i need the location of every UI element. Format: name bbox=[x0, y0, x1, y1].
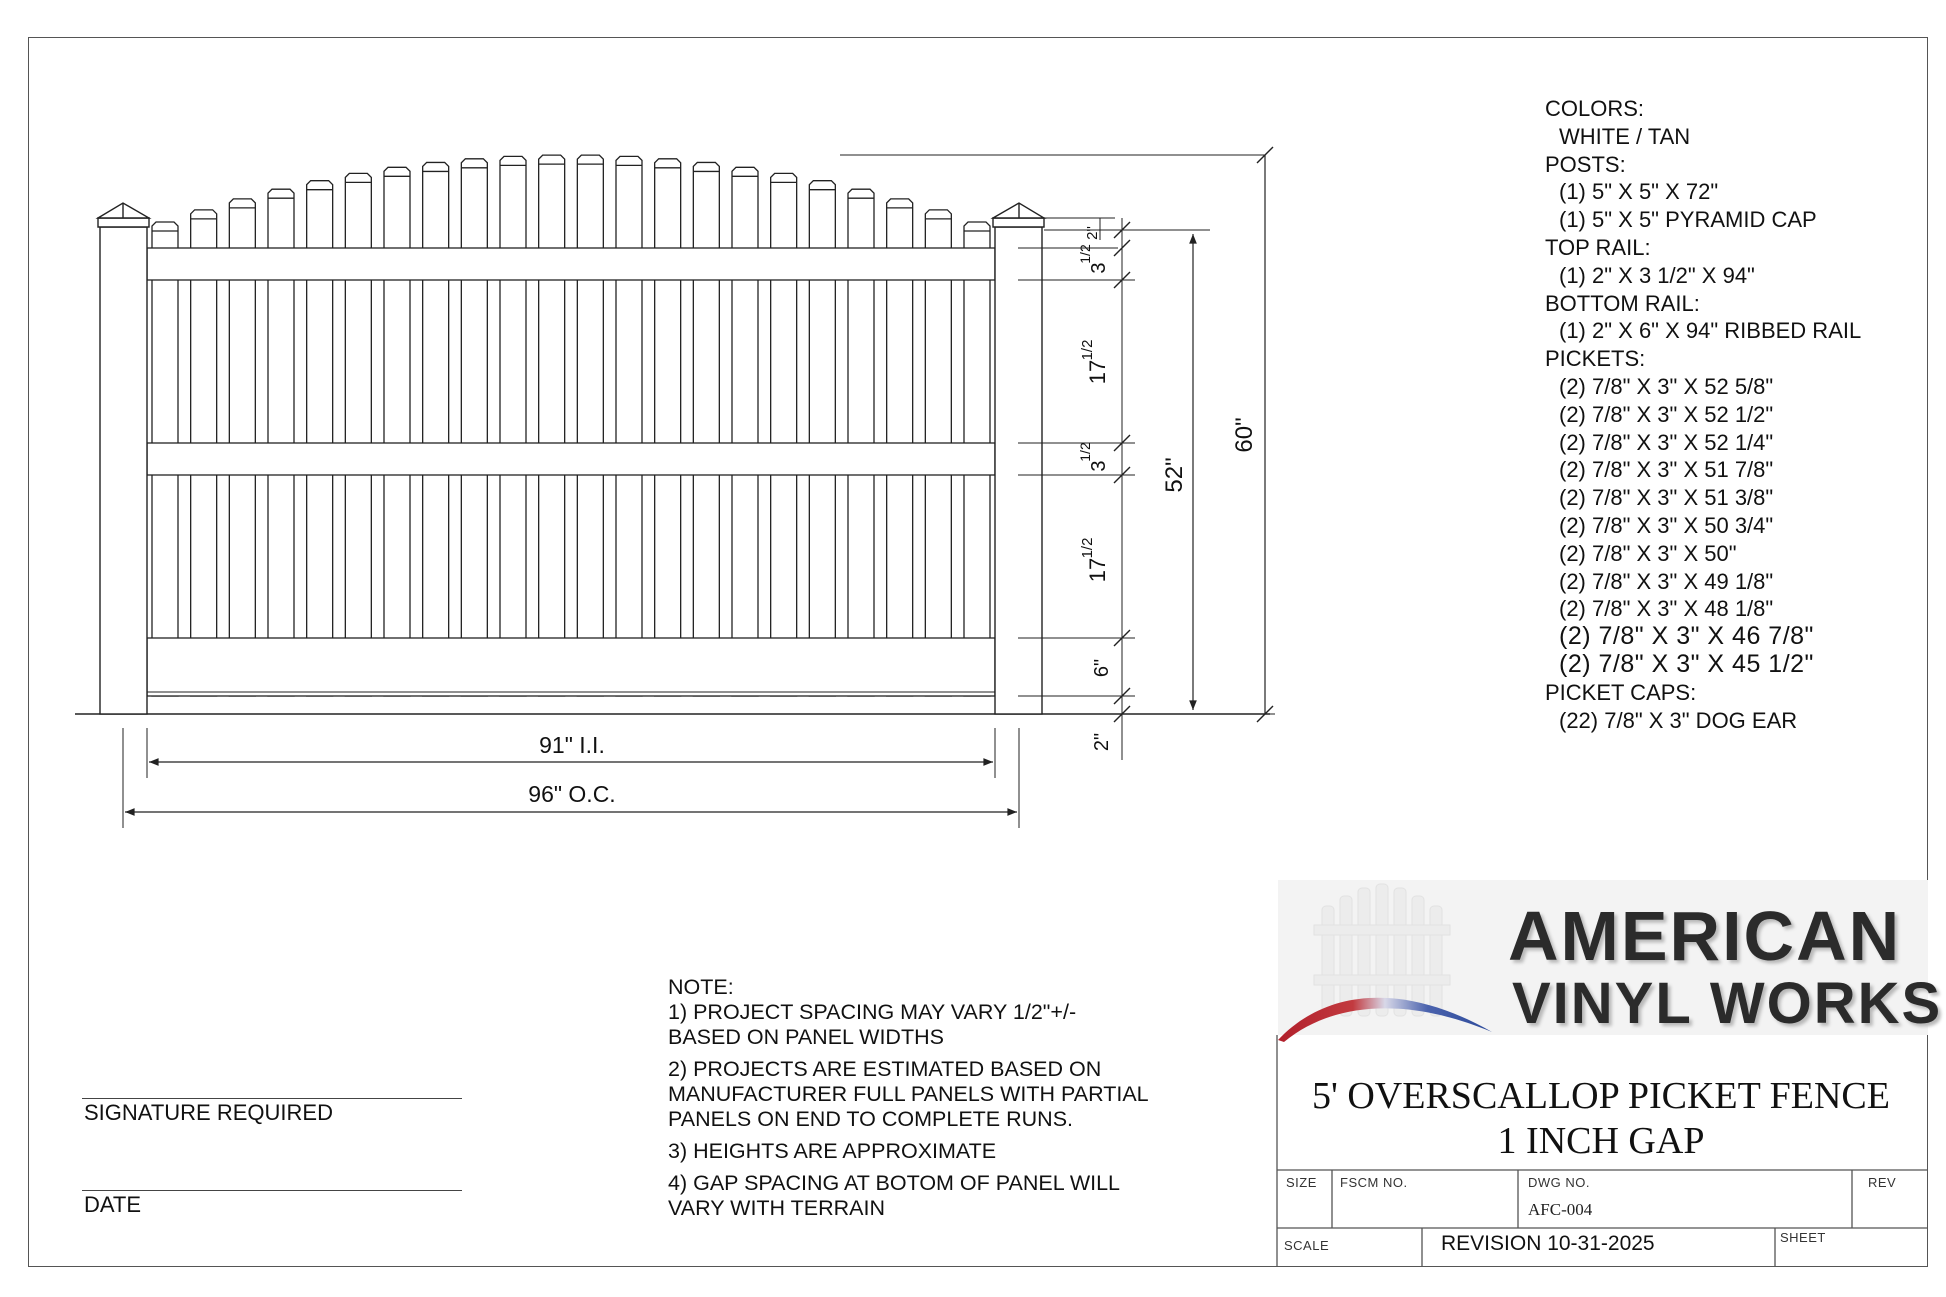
dim-52-text: 52" bbox=[1161, 457, 1188, 493]
scale-label: SCALE bbox=[1284, 1238, 1330, 1253]
picket-item: (2) 7/8" X 3" X 50" bbox=[1559, 540, 1737, 566]
dim-91-text: 91" I.I. bbox=[539, 732, 605, 758]
picket-item: (2) 7/8" X 3" X 49 1/8" bbox=[1559, 568, 1774, 594]
note-line: 1) PROJECT SPACING MAY VARY 1/2"+/- bbox=[668, 1000, 1077, 1024]
picket bbox=[616, 156, 642, 696]
date-line[interactable] bbox=[82, 1190, 462, 1191]
picket-item: (2) 7/8" X 3" X 48 1/8" bbox=[1559, 596, 1774, 622]
note-item bbox=[668, 1171, 1149, 1221]
top-rail bbox=[147, 248, 995, 280]
picket-item: (2) 7/8" X 3" X 51 7/8" bbox=[1559, 457, 1774, 483]
svg-text:1/2: 1/2 bbox=[1079, 339, 1096, 361]
dim-bottom-rail-text: 6" bbox=[1091, 658, 1113, 678]
logo-line2: VINYL WORKS bbox=[1512, 971, 1943, 1036]
signature-line[interactable] bbox=[82, 1098, 462, 1099]
picket-caps-value: (22) 7/8" X 3" DOG EAR bbox=[1559, 707, 1798, 733]
bottom-rail-label: BOTTOM RAIL: bbox=[1545, 290, 1700, 316]
note-line: BASED ON PANEL WIDTHS bbox=[668, 1025, 944, 1049]
note-line: 2) PROJECTS ARE ESTIMATED BASED ON bbox=[668, 1057, 1102, 1081]
dim-96-text: 96" O.C. bbox=[528, 781, 616, 807]
picket-item: (2) 7/8" X 3" X 52 5/8" bbox=[1559, 373, 1774, 399]
note-line: MANUFACTURER FULL PANELS WITH PARTIAL bbox=[668, 1082, 1149, 1106]
logo-line1: AMERICAN bbox=[1508, 897, 1902, 975]
dim-ground-gap-text: 2" bbox=[1091, 732, 1113, 752]
picket-caps-label: PICKET CAPS: bbox=[1545, 679, 1697, 705]
posts-item: (1) 5" X 5" X 72" bbox=[1559, 179, 1719, 205]
sheet-label: SHEET bbox=[1780, 1230, 1826, 1245]
note-item bbox=[668, 1139, 1149, 1164]
revision-date: REVISION 10-31-2025 bbox=[1441, 1232, 1655, 1255]
drawing-title: 5' OVERSCALLOP PICKET FENCE bbox=[1312, 1075, 1890, 1117]
bottom-rail-value: (1) 2" X 6" X 94" RIBBED RAIL bbox=[1559, 318, 1862, 344]
note-line: VARY WITH TERRAIN bbox=[668, 1196, 886, 1220]
picket-item: (2) 7/8" X 3" X 50 3/4" bbox=[1559, 512, 1774, 538]
picket-item: (2) 7/8" X 3" X 52 1/2" bbox=[1559, 401, 1774, 427]
picket-item: (2) 7/8" X 3" X 45 1/2" bbox=[1559, 649, 1814, 678]
dwg-label: DWG NO. bbox=[1528, 1175, 1590, 1190]
drawing-subtitle: 1 INCH GAP bbox=[1497, 1120, 1705, 1162]
picket bbox=[693, 162, 719, 696]
picket bbox=[577, 155, 603, 696]
svg-text:1/2: 1/2 bbox=[1079, 537, 1096, 559]
picket bbox=[461, 159, 487, 696]
notes-block bbox=[668, 975, 1149, 1228]
bottom-rail bbox=[147, 638, 995, 696]
svg-text:1/2: 1/2 bbox=[1077, 442, 1093, 462]
dwg-number: AFC-004 bbox=[1528, 1200, 1593, 1219]
svg-text:3: 3 bbox=[1088, 460, 1110, 472]
rev-label: REV bbox=[1868, 1175, 1897, 1190]
dim-upper-section bbox=[1079, 340, 1110, 385]
top-rail-value: (1) 2" X 3 1/2" X 94" bbox=[1559, 262, 1755, 288]
size-label: SIZE bbox=[1286, 1175, 1317, 1190]
picket-group bbox=[152, 155, 990, 696]
materials-list bbox=[1545, 95, 1861, 734]
posts-item: (1) 5" X 5" PYRAMID CAP bbox=[1559, 207, 1817, 233]
picket bbox=[384, 167, 410, 696]
notes-title: NOTE: bbox=[668, 975, 734, 999]
fscm-label: FSCM NO. bbox=[1340, 1175, 1408, 1190]
dim-lower-section bbox=[1079, 538, 1110, 583]
svg-text:1/2: 1/2 bbox=[1077, 244, 1093, 264]
middle-rail bbox=[147, 443, 995, 475]
dim-top-gap-text: 2" bbox=[1084, 226, 1101, 240]
svg-text:17: 17 bbox=[1085, 359, 1110, 385]
note-line: 4) GAP SPACING AT BOTOM OF PANEL WILL bbox=[668, 1171, 1121, 1195]
note-item bbox=[668, 1000, 1149, 1050]
picket bbox=[500, 156, 526, 696]
picket bbox=[655, 159, 681, 696]
colors-label: COLORS: bbox=[1545, 96, 1645, 121]
dim-middle-rail bbox=[1077, 442, 1110, 472]
note-item bbox=[668, 1057, 1149, 1132]
note-line: PANELS ON END TO COMPLETE RUNS. bbox=[668, 1107, 1074, 1131]
svg-text:3: 3 bbox=[1088, 262, 1110, 274]
top-rail-label: TOP RAIL: bbox=[1545, 234, 1651, 260]
svg-text:17: 17 bbox=[1085, 557, 1110, 583]
note-line: 3) HEIGHTS ARE APPROXIMATE bbox=[668, 1139, 997, 1163]
colors-value: WHITE / TAN bbox=[1559, 123, 1691, 149]
picket-item: (2) 7/8" X 3" X 51 3/8" bbox=[1559, 485, 1774, 511]
picket-item: (2) 7/8" X 3" X 46 7/8" bbox=[1559, 622, 1814, 651]
left-post bbox=[98, 203, 149, 714]
picket-item: (2) 7/8" X 3" X 52 1/4" bbox=[1559, 429, 1774, 455]
picket bbox=[539, 155, 565, 696]
dim-60-text: 60" bbox=[1231, 417, 1258, 453]
picket bbox=[732, 167, 758, 696]
picket bbox=[423, 162, 449, 696]
posts-label: POSTS: bbox=[1545, 151, 1626, 177]
date-label: DATE bbox=[84, 1192, 142, 1217]
signature-label: SIGNATURE REQUIRED bbox=[84, 1100, 333, 1125]
pickets-label: PICKETS: bbox=[1545, 346, 1646, 372]
